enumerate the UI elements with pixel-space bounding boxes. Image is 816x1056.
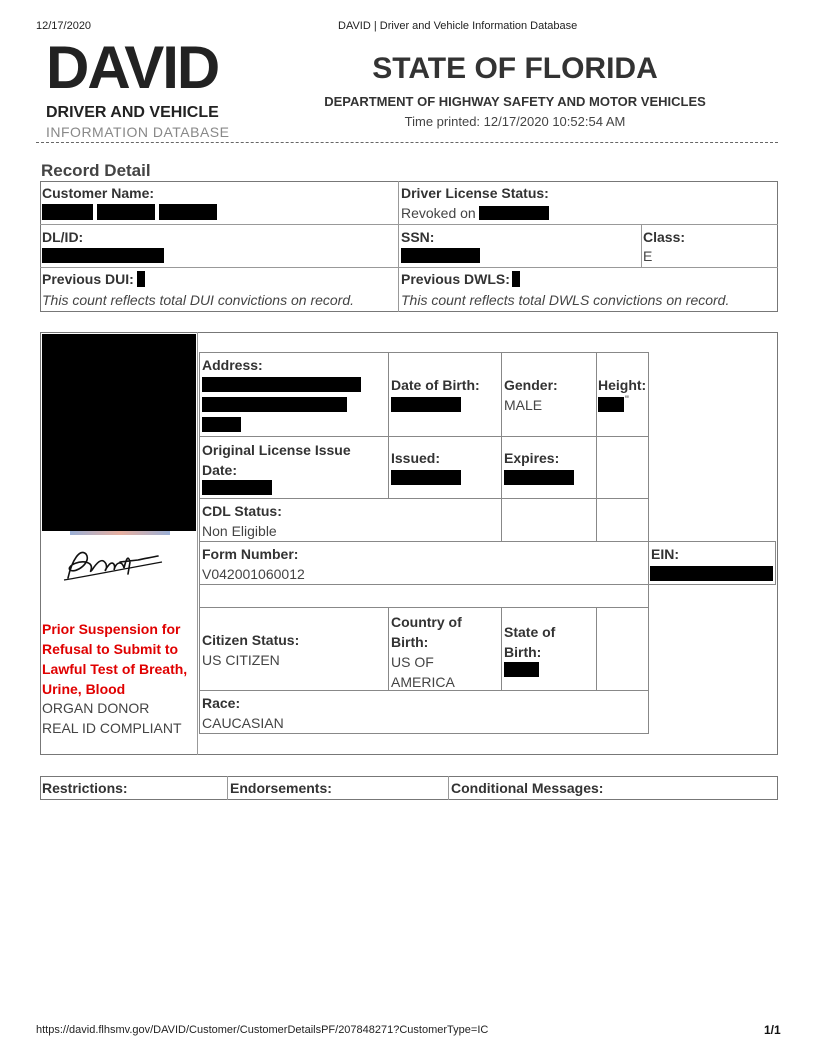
empty-cell <box>596 436 649 499</box>
redacted-orig-issue-date <box>202 480 272 495</box>
real-id-compliant: REAL ID COMPLIANT <box>42 720 182 736</box>
state-title: STATE OF FLORIDA <box>372 52 658 85</box>
ssn-label: SSN: <box>401 229 435 245</box>
dob-cell <box>388 352 502 437</box>
citizen-label: Citizen Status: <box>202 632 300 648</box>
height-cell <box>596 352 649 437</box>
redacted-photo <box>42 334 196 531</box>
class-value: E <box>643 248 653 264</box>
bar-divider <box>448 776 449 800</box>
expires-label: Expires: <box>504 450 560 466</box>
citizen-cell <box>199 607 389 691</box>
redacted-height <box>598 397 624 412</box>
gender-cell <box>501 352 597 437</box>
header-divider <box>36 142 778 143</box>
redacted-dui-count <box>137 271 145 287</box>
redacted-expires-date <box>504 470 574 485</box>
dl-status-label: Driver License Status: <box>401 185 549 201</box>
redacted-address-line1 <box>202 377 361 392</box>
signature-image <box>58 540 168 588</box>
redacted-address-line2 <box>202 397 347 412</box>
empty-cell <box>501 498 597 542</box>
previous-dwls-label: Previous DWLS: <box>401 271 510 287</box>
form-number-value: V042001060012 <box>202 566 305 582</box>
previous-dwls-note: This count reflects total DWLS convictions on record. <box>401 292 730 308</box>
record-col-divider <box>641 224 642 267</box>
record-col-divider <box>398 181 399 312</box>
bar-divider <box>227 776 228 800</box>
record-row-divider <box>40 267 778 268</box>
redacted-last-name <box>159 204 217 220</box>
ein-label: EIN: <box>651 546 679 562</box>
empty-cell <box>596 607 649 691</box>
empty-cell <box>596 498 649 542</box>
height-label: Height: <box>598 377 647 393</box>
redacted-ein <box>650 566 773 581</box>
redacted-dob <box>391 397 461 412</box>
address-label: Address: <box>202 357 263 373</box>
prior-suspension-warning: Prior Suspension for Refusal to Submit to Lawful Test of Breath, Urine, Blood <box>42 621 188 697</box>
time-printed: Time printed: 12/17/2020 10:52:54 AM <box>404 114 626 129</box>
state-birth-label: State of Birth: <box>504 624 556 660</box>
record-row-divider <box>40 224 778 225</box>
redacted-dlid <box>42 248 164 263</box>
page-number: 1/1 <box>764 1023 781 1037</box>
country-label: Country of Birth: <box>391 614 462 650</box>
redacted-address-line3 <box>202 417 241 432</box>
dob-label: Date of Birth: <box>391 377 480 393</box>
height-inch-mark: " <box>625 394 629 406</box>
issued-cell <box>388 436 502 499</box>
customer-name-label: Customer Name: <box>42 185 155 201</box>
logo-wordmark: DAVID <box>46 34 219 101</box>
logo-line2: INFORMATION DATABASE <box>46 124 230 140</box>
conditional-messages-label: Conditional Messages: <box>451 780 604 796</box>
citizen-value: US CITIZEN <box>202 652 280 668</box>
gender-value: MALE <box>504 397 543 413</box>
restrictions-bar <box>40 776 778 800</box>
redacted-dwls-count <box>512 271 520 287</box>
dl-status-value: Revoked on <box>401 205 476 221</box>
photo-column-divider <box>197 332 198 755</box>
form-number-label: Form Number: <box>202 546 299 562</box>
issued-label: Issued: <box>391 450 441 466</box>
redacted-state-birth <box>504 662 539 677</box>
photo-edge <box>70 531 170 535</box>
redacted-revoked-date <box>479 206 549 220</box>
david-logo <box>46 34 246 140</box>
previous-dui-note: This count reflects total DUI convictions on record. <box>42 292 355 308</box>
race-value: CAUCASIAN <box>202 715 284 731</box>
logo-line1: DRIVER AND VEHICLE <box>46 104 219 121</box>
blank-row-cell <box>199 584 649 608</box>
department-title: DEPARTMENT OF HIGHWAY SAFETY AND MOTOR VEHICLES <box>324 94 706 109</box>
cdl-label: CDL Status: <box>202 503 282 519</box>
orig-issue-label: Original License Issue Date: <box>202 442 351 478</box>
redacted-ssn <box>401 248 480 263</box>
previous-dui-label: Previous DUI: <box>42 271 134 287</box>
race-label: Race: <box>202 695 241 711</box>
redacted-middle-name <box>97 204 155 220</box>
country-value: US OF AMERICA <box>391 654 455 690</box>
print-date: 12/17/2020 <box>36 20 92 32</box>
record-detail-heading: Record Detail <box>41 161 151 180</box>
restrictions-label: Restrictions: <box>42 780 128 796</box>
redacted-issued-date <box>391 470 461 485</box>
expires-cell <box>501 436 597 499</box>
endorsements-label: Endorsements: <box>230 780 332 796</box>
dlid-label: DL/ID: <box>42 229 84 245</box>
footer-url: https://david.flhsmv.gov/DAVID/Customer/CustomerDetailsPF/207848271?CustomerType=IC <box>36 1024 489 1036</box>
organ-donor: ORGAN DONOR <box>42 700 150 716</box>
class-label: Class: <box>643 229 686 245</box>
cdl-value: Non Eligible <box>202 523 277 539</box>
gender-label: Gender: <box>504 377 558 393</box>
redacted-first-name <box>42 204 93 220</box>
print-page-title: DAVID | Driver and Vehicle Information Database <box>338 20 578 32</box>
